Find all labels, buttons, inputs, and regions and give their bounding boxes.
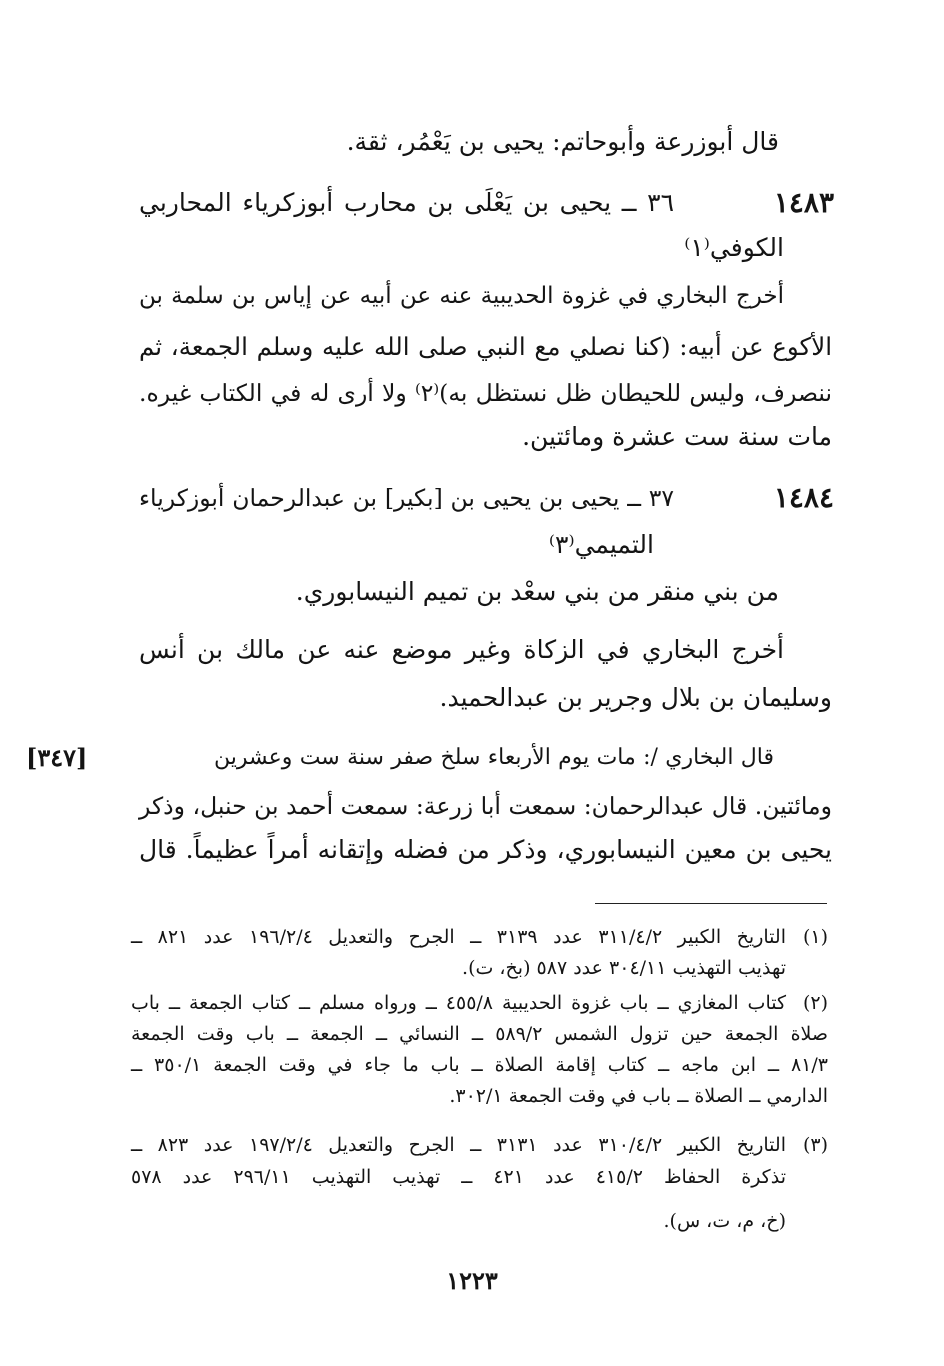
footnote-line: تذكرة الحفاظ ٤١٥/٢ عدد ٤٢١ ــ تهذيب التهذيب ٢٩٦/١١ عدد ٥٧٨ (131, 1166, 786, 1188)
footnote-line: (خ، م، ت، س). (663, 1210, 786, 1232)
footnote-line: الدارمي ــ الصلاة ــ باب في وقت الجمعة ٣٠٢/١. (449, 1085, 828, 1107)
text-line: وسليمان بن بلال وجرير بن عبدالحميد. (439, 683, 832, 712)
text-line: ومائتين. قال عبدالرحمان: سمعت أبا زرعة: سمعت أحمد بن حنبل، وذكر (139, 792, 832, 820)
entry-heading-cont: الكوفي⁽١⁾ (684, 233, 784, 262)
entry-number: ١٤٨٣ (773, 186, 834, 219)
footnote-line: صلاة الجمعة حين تزول الشمس ٥٨٩/٢ ــ النسائي ــ الجمعة ــ باب وقت الجمعة (131, 1023, 828, 1045)
entry-number: ١٤٨٤ (773, 481, 834, 514)
text-line: ننصرف، وليس للحيطان ظل نستظل به)⁽٢⁾ ولا أرى له في الكتاب غيره. (139, 379, 832, 407)
text-line: قال البخاري /: مات يوم الأربعاء سلخ صفر سنة ست وعشرين (214, 745, 774, 770)
footnote-number: (٢) (802, 992, 828, 1014)
text-line: أخرج البخاري في غزوة الحديبية عنه عن أبيه عن إياس بن سلمة بن (139, 283, 784, 309)
text-line: من بني منقر من بني سعْد بن تميم النيسابوري. (295, 577, 779, 606)
footnote-line: تهذيب التهذيب ٣٠٤/١١ عدد ٥٨٧ (بخ، ت). (462, 957, 786, 979)
footnote-line: ٨١/٣ ــ ابن ماجه ــ كتاب إقامة الصلاة ــ باب ما جاء في وقت الجمعة ٣٥٠/١ ــ (131, 1054, 828, 1076)
text-line: قال أبوزرعة وأبوحاتم: يحيى بن يَعْمُر، ثقة. (346, 127, 779, 156)
page-number: ١٢٢٣ (446, 1266, 498, 1295)
footnote-number: (٣) (802, 1134, 828, 1156)
entry-heading: ٣٧ ــ يحيى بن يحيى بن [بكير] بن عبدالرحمان أبوزكرياء (139, 484, 674, 512)
text-line: الأكوع عن أبيه: (كنا نصلي مع النبي صلى الله عليه وسلم الجمعة، ثم (139, 332, 832, 361)
footnote-number: (١) (802, 926, 828, 948)
text-line: يحيى بن معين النيسابوري، وذكر من فضله وإتقانه أمراً عظيماً. قال (139, 835, 832, 864)
text-line: أخرج البخاري في الزكاة وغير موضع عنه عن مالك بن أنس (139, 635, 784, 664)
entry-heading-cont: التميمي⁽٣⁾ (548, 530, 654, 559)
text-line: مات سنة ست عشرة ومائتين. (522, 422, 832, 451)
footnote-divider (595, 903, 827, 904)
entry-heading: ٣٦ ــ يحيى بن يَعْلَى بن محارب أبوزكرياء المحاربي (139, 188, 674, 217)
footnote-line: التاريخ الكبير ٣١١/٤/٢ عدد ٣١٣٩ ــ الجرح والتعديل ١٩٦/٢/٤ عدد ٨٢١ ــ (131, 926, 786, 948)
footnote-line: التاريخ الكبير ٣١٠/٤/٢ عدد ٣١٣١ ــ الجرح والتعديل ١٩٧/٢/٤ عدد ٨٢٣ ــ (131, 1134, 786, 1156)
footnote-line: كتاب المغازي ــ باب غزوة الحديبية ٤٥٥/٨ ــ ورواه مسلم ــ كتاب الجمعة ــ باب (131, 992, 787, 1014)
margin-reference: [٣٤٧] (26, 743, 88, 772)
